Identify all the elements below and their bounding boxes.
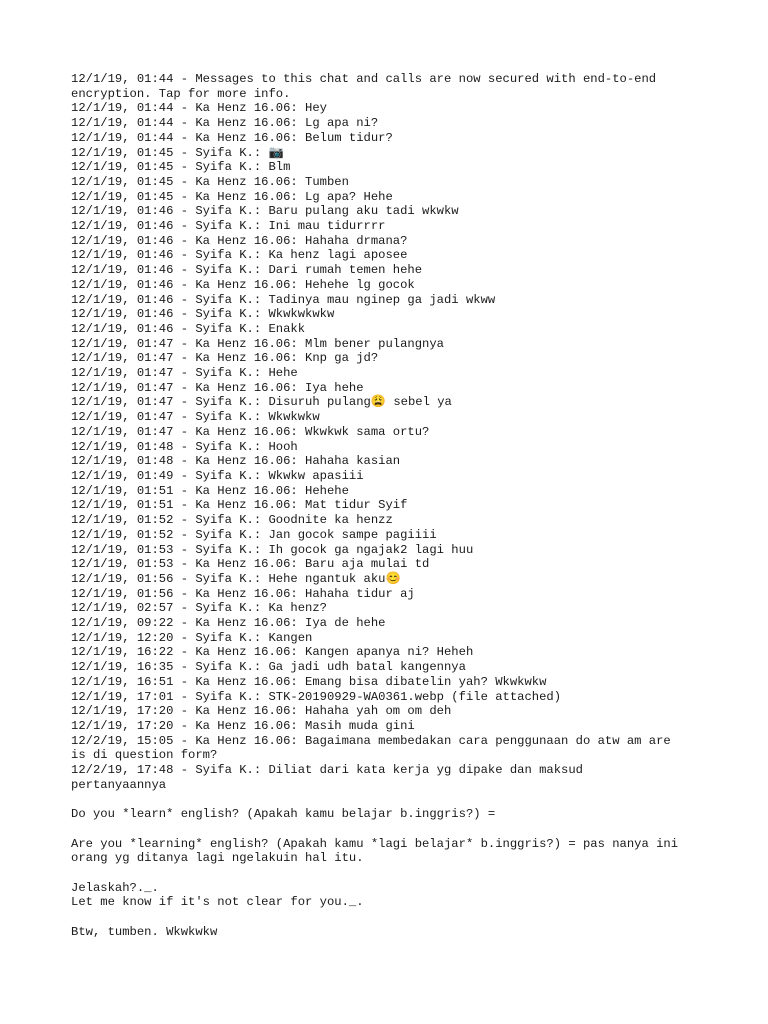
transcript-line: 12/1/19, 01:46 - Ka Henz 16.06: Hehehe lg gocok [71, 277, 415, 292]
transcript-line: 12/1/19, 01:47 - Syifa K.: Disuruh pulang😩 sebel ya [71, 395, 452, 410]
transcript-line: 12/1/19, 01:45 - Syifa K.: Blm [71, 160, 291, 175]
transcript-line: orang yg ditanya lagi ngelakuin hal itu. [71, 851, 364, 866]
transcript-line: 12/1/19, 17:20 - Ka Henz 16.06: Masih muda gini [71, 718, 415, 733]
blank-line [71, 866, 751, 881]
transcript-line: 12/1/19, 01:48 - Syifa K.: Hooh [71, 439, 298, 454]
transcript-line: 12/1/19, 01:46 - Syifa K.: Baru pulang aku tadi wkwkw [71, 204, 459, 219]
transcript-line: 12/1/19, 01:56 - Syifa K.: Hehe ngantuk aku😊 [71, 571, 401, 586]
transcript-line: 12/1/19, 09:22 - Ka Henz 16.06: Iya de hehe [71, 616, 386, 631]
transcript-line: 12/1/19, 01:52 - Syifa K.: Goodnite ka henzz [71, 513, 393, 528]
transcript-line: 12/1/19, 01:44 - Ka Henz 16.06: Hey [71, 101, 327, 116]
transcript-line: 12/1/19, 01:51 - Ka Henz 16.06: Hehehe [71, 483, 349, 498]
transcript-line: 12/1/19, 17:01 - Syifa K.: STK-20190929-WA0361.webp (file attached) [71, 689, 562, 704]
transcript-line: 12/1/19, 01:49 - Syifa K.: Wkwkw apasiii [71, 468, 364, 483]
transcript-line: Are you *learning* english? (Apakah kamu *lagi belajar* b.inggris?) = pas nanya ini [71, 836, 679, 851]
transcript-line: 12/1/19, 01:46 - Ka Henz 16.06: Hahaha drmana? [71, 233, 408, 248]
transcript-line: 12/1/19, 01:46 - Syifa K.: Dari rumah temen hehe [71, 263, 423, 278]
transcript-line: 12/1/19, 01:46 - Syifa K.: Tadinya mau nginep ga jadi wkww [71, 292, 496, 307]
transcript-line: 12/1/19, 01:51 - Ka Henz 16.06: Mat tidur Syif [71, 498, 408, 513]
transcript-line: 12/1/19, 01:53 - Ka Henz 16.06: Baru aja mulai td [71, 557, 430, 572]
transcript-line: 12/1/19, 01:46 - Syifa K.: Ka henz lagi aposee [71, 248, 408, 263]
transcript-line: 12/1/19, 01:47 - Syifa K.: Wkwkwkw [71, 410, 320, 425]
transcript-line: 12/1/19, 01:52 - Syifa K.: Jan gocok sampe pagiiii [71, 527, 437, 542]
transcript-line: 12/1/19, 01:46 - Syifa K.: Wkwkwkwkw [71, 307, 335, 322]
transcript-line: encryption. Tap for more info. [71, 86, 291, 101]
transcript-line: 12/1/19, 16:22 - Ka Henz 16.06: Kangen apanya ni? Heheh [71, 645, 474, 660]
transcript-line: 12/1/19, 01:45 - Syifa K.: 📷 [71, 145, 284, 160]
transcript-line: Btw, tumben. Wkwkwkw [71, 924, 218, 939]
transcript-line: 12/1/19, 01:45 - Ka Henz 16.06: Tumben [71, 174, 349, 189]
transcript-line: 12/1/19, 02:57 - Syifa K.: Ka henz? [71, 601, 327, 616]
transcript-line: 12/1/19, 01:44 - Messages to this chat and calls are now secured with end-to-end [71, 72, 657, 86]
blank-line [71, 910, 751, 925]
transcript-line: 12/2/19, 17:48 - Syifa K.: Diliat dari kata kerja yg dipake dan maksud [71, 763, 583, 778]
transcript-line: 12/2/19, 15:05 - Ka Henz 16.06: Bagaimana membedakan cara penggunaan do atw am are [71, 733, 671, 748]
transcript-line: 12/1/19, 01:44 - Ka Henz 16.06: Lg apa ni? [71, 116, 379, 131]
transcript-line: 12/1/19, 01:47 - Ka Henz 16.06: Mlm bener pulangnya [71, 336, 444, 351]
blank-line [71, 792, 751, 807]
transcript-line: 12/1/19, 01:46 - Syifa K.: Ini mau tidurrrr [71, 219, 386, 234]
transcript-line: 12/1/19, 01:47 - Syifa K.: Hehe [71, 366, 298, 381]
transcript-line: 12/1/19, 01:45 - Ka Henz 16.06: Lg apa? Hehe [71, 189, 393, 204]
transcript-line: 12/1/19, 01:47 - Ka Henz 16.06: Iya hehe [71, 380, 364, 395]
transcript-line: is di question form? [71, 748, 218, 763]
transcript-line: Let me know if it's not clear for you._. [71, 895, 364, 910]
transcript-line: 12/1/19, 01:53 - Syifa K.: Ih gocok ga ngajak2 lagi huu [71, 542, 474, 557]
chat-transcript [71, 72, 751, 939]
transcript-line: 12/1/19, 01:44 - Ka Henz 16.06: Belum tidur? [71, 130, 393, 145]
transcript-line: pertanyaannya [71, 777, 167, 792]
blank-line [71, 822, 751, 837]
transcript-line: 12/1/19, 16:35 - Syifa K.: Ga jadi udh batal kangennya [71, 660, 466, 675]
transcript-line: Do you *learn* english? (Apakah kamu belajar b.inggris?) = [71, 807, 496, 822]
transcript-line: 12/1/19, 01:47 - Ka Henz 16.06: Wkwkwk sama ortu? [71, 424, 430, 439]
transcript-line: 12/1/19, 12:20 - Syifa K.: Kangen [71, 630, 313, 645]
transcript-line: 12/1/19, 01:56 - Ka Henz 16.06: Hahaha tidur aj [71, 586, 415, 601]
transcript-line: Jelaskah?._. [71, 880, 159, 895]
transcript-line: 12/1/19, 01:46 - Syifa K.: Enakk [71, 321, 306, 336]
transcript-line: 12/1/19, 01:48 - Ka Henz 16.06: Hahaha kasian [71, 454, 401, 469]
transcript-line: 12/1/19, 01:47 - Ka Henz 16.06: Knp ga jd? [71, 351, 379, 366]
transcript-line: 12/1/19, 17:20 - Ka Henz 16.06: Hahaha yah om om deh [71, 704, 452, 719]
transcript-line: 12/1/19, 16:51 - Ka Henz 16.06: Emang bisa dibatelin yah? Wkwkwkw [71, 674, 547, 689]
